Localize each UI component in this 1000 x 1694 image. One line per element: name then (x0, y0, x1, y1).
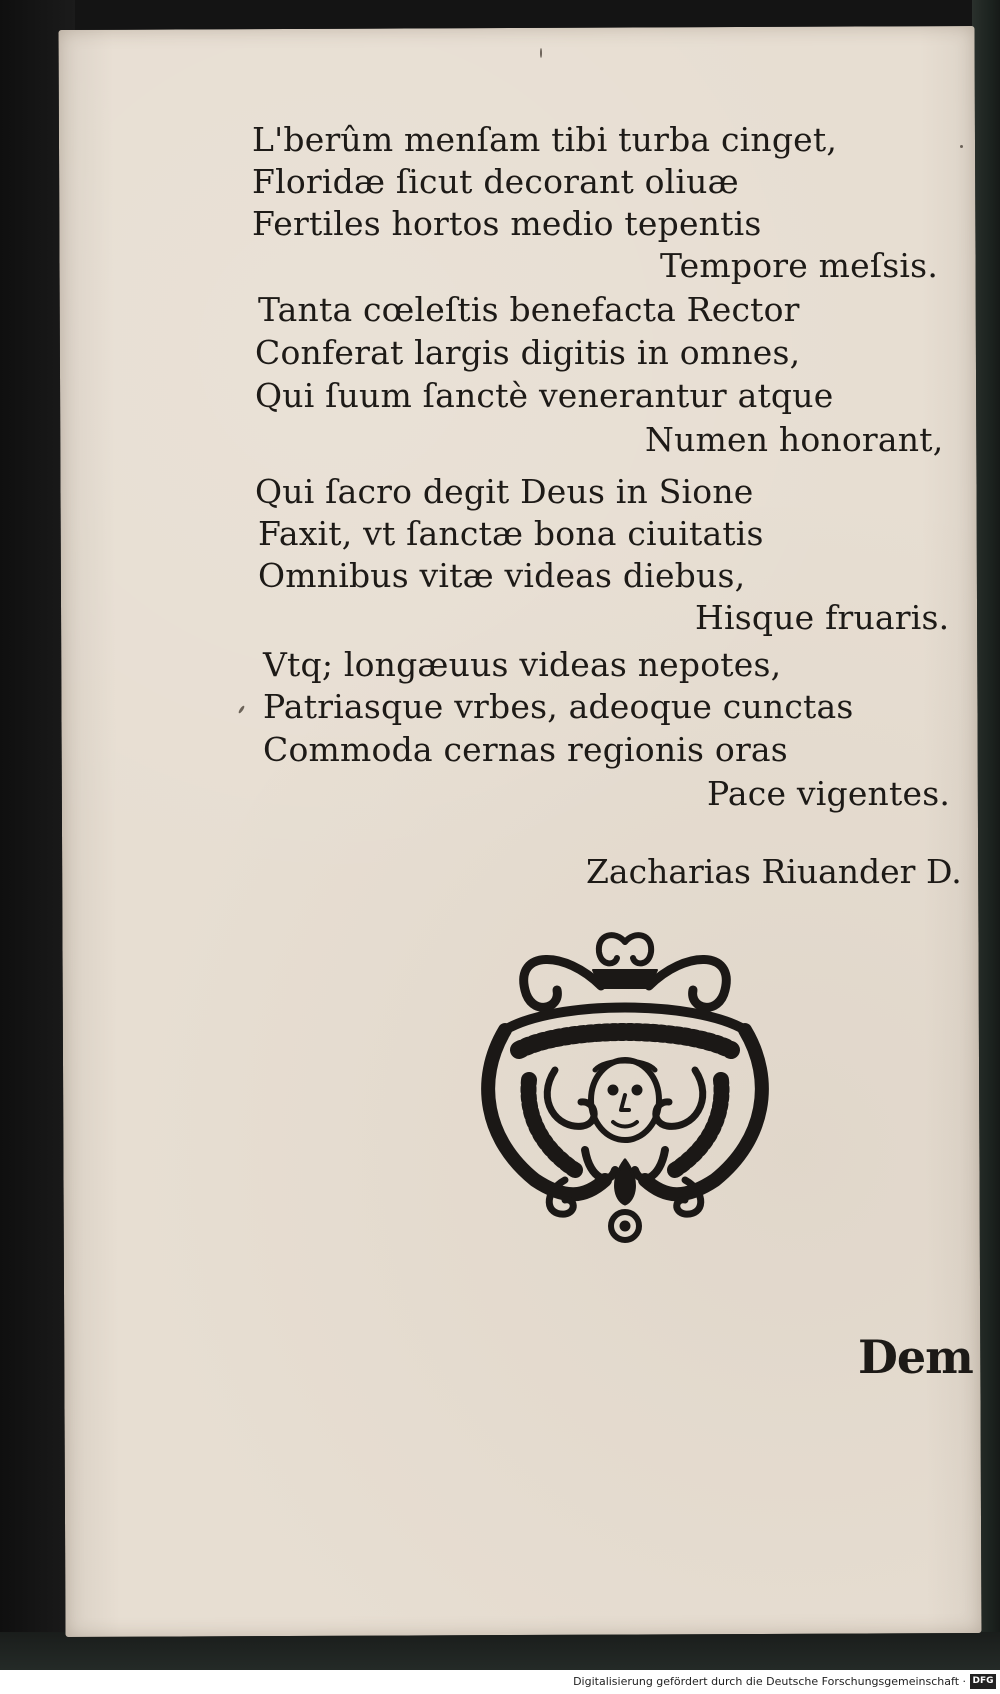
funding-credit: Digitalisierung gefördert durch die Deutsche Forschungsgemeinschaft · (573, 1675, 966, 1688)
paper-speck (540, 48, 542, 58)
poem-line-5: Tanta cœleſtis benefacta Rector (258, 290, 800, 329)
dfg-logo-icon: DFG (970, 1674, 996, 1689)
author-signature: Zacharias Riuander D. (586, 852, 962, 891)
poem-line-4: Tempore meſsis. (660, 246, 939, 285)
poem-line-11: Omnibus vitæ videas diebus, (258, 556, 746, 595)
catchword: Dem (858, 1330, 973, 1384)
paper-speck (960, 145, 963, 148)
poem-line-9: Qui ſacro degit Deus in Sione (255, 472, 754, 511)
poem-line-7: Qui ſuum ſanctè venerantur atque (255, 376, 834, 415)
digitization-footer (0, 1672, 1000, 1694)
woodcut-vignette-icon (465, 930, 785, 1250)
poem-line-14: Patriasque vrbes, adeoque cunctas (263, 687, 854, 726)
poem-line-6: Conferat largis digitis in omnes, (255, 333, 801, 372)
poem-line-3: Fertiles hortos medio tepentis (252, 204, 762, 243)
poem-line-2: Floridæ ſicut decorant oliuæ (252, 162, 739, 201)
poem-line-8: Numen honorant, (645, 420, 944, 459)
cover-edge-bottom (0, 1632, 1000, 1670)
poem-line-13: Vtq; longæuus videas nepotes, (263, 645, 782, 684)
poem-line-1: L'berûm menſam tibi turba cinget, (252, 120, 838, 159)
poem-line-16: Pace vigentes. (707, 774, 951, 813)
poem-line-12: Hisque fruaris. (695, 598, 950, 637)
poem-line-15: Commoda cernas regionis oras (263, 730, 788, 769)
poem-line-10: Faxit, vt ſanctæ bona ciuitatis (258, 514, 764, 553)
